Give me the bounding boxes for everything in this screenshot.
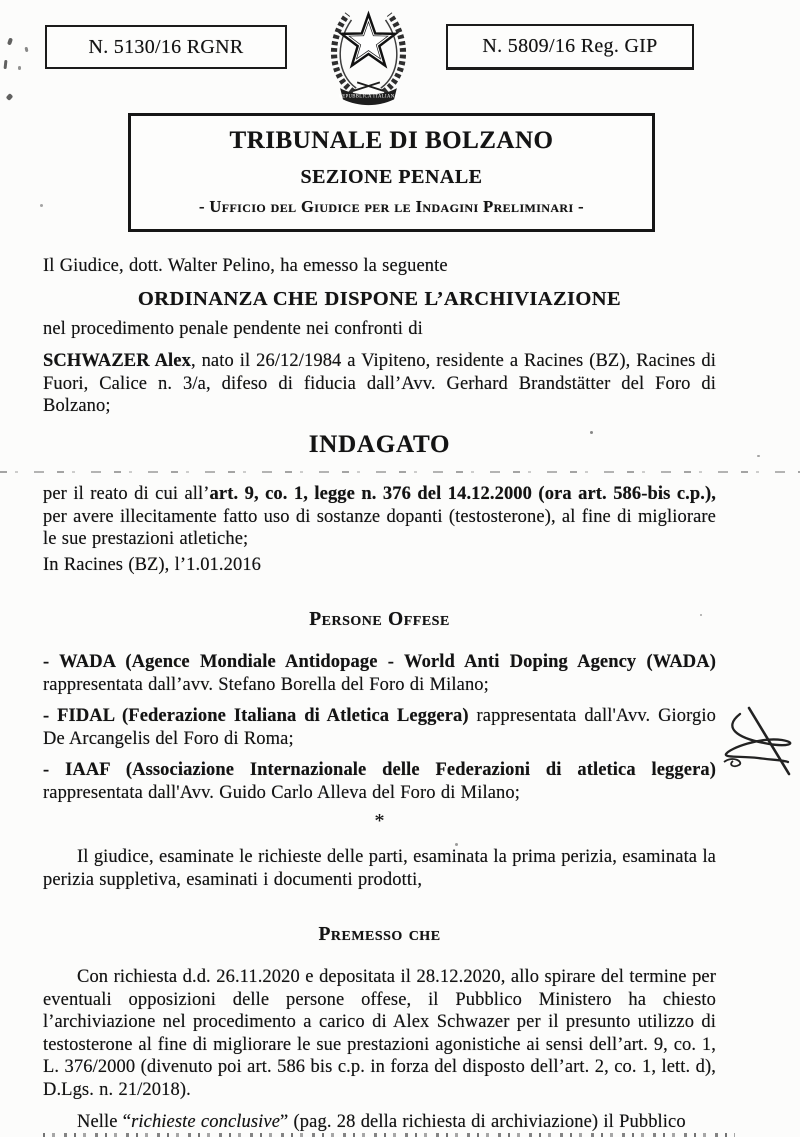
case-number-box-left [45,25,287,69]
case-number-box-right [446,24,694,70]
scan-speck [455,843,458,846]
paragraph-request: Con richiesta d.d. 26.11.2020 e depositata il 28.12.2020, allo spirare del termine per eventuali opposizioni delle persone offese, il Pubblico Ministero ha chiesto l’archiviazione nel procedimento a carico di Alex Schwazer per il presunto utilizzo di testosterone al fine di migliorare le sue prestazioni agonistiche ai sensi dell’art. 9, co. 1, L. 376/2000 (divenuto poi art. 586 bis c.p. in forza del disposto dell’art. 2, co. 1, lett. d), D.Lgs. n. 21/2018). [43,967,716,1100]
scan-speck [18,66,21,70]
heading-indagato: INDAGATO [308,431,451,458]
text-run: - WADA (Agence Mondiale Antidopage - World Anti Doping Agency (WADA) [43,652,716,672]
text-run: rappresentata dall'Avv. Guido Carlo Alleva del Foro di Milano; [43,782,520,803]
scan-speck [590,431,593,434]
heading-persone-offese: Persone Offese [309,609,450,630]
case-number-left: N. 5130/16 RGNR [88,35,244,58]
court-office: - Ufficio del Giudice per le Indagini Preliminari - [198,197,584,216]
court-name: TRIBUNALE DI BOLZANO [229,127,554,154]
heading-ordinanza: ORDINANZA CHE DISPONE L’ARCHIVIAZIONE [137,288,622,310]
text-run: rappresentata dall’avv. Stefano Borella del Foro di Milano; [43,674,489,695]
text-run: richieste conclusive [131,1112,281,1132]
scan-artifact-dashed-line [0,471,800,473]
text-run: SCHWAZER Alex [43,351,191,371]
scan-speck [4,60,8,69]
court-header-box [128,113,655,232]
text-run: - FIDAL (Federazione Italiana di Atletica Leggera) [43,706,469,726]
paragraph-wada [43,651,716,696]
text-run: - IAAF (Associazione Internazionale delle Federazioni di atletica leggera) [43,760,716,780]
scan-speck [40,204,43,207]
scan-speck [6,93,14,101]
republic-emblem-icon [321,1,416,107]
scan-speck [700,614,702,616]
case-number-right: N. 5809/16 Reg. GIP [482,35,658,57]
paragraph-proceeding: nel procedimento penale pendente nei confronti di [43,319,423,339]
paragraph-charge [43,483,716,551]
text-run: per avere illecitamente fatto uso di sostanze dopanti (testosterone), al fine di migliorare le sue prestazioni atletiche; [43,506,716,549]
paragraph-fidal [43,705,716,750]
scan-speck [757,455,760,457]
paragraph-judge-intro: Il Giudice, dott. Walter Pelino, ha emesso la seguente [43,256,448,276]
text-run: ” (pag. 28 della richiesta di archiviazione) il Pubblico [280,1112,686,1132]
text-run: art. 9, co. 1, legge n. 376 del 14.12.2000 (ora art. 586-bis c.p.), [209,484,716,504]
text-run: Nelle “ [77,1112,132,1132]
heading-premesso-che: Premesso che [318,924,441,945]
pen-squiggle-mark [710,692,800,776]
text-run: , nato il 26/12/1984 a Vipiteno, residente a Racines (BZ), Racines di Fuori, Calice n. 3/a, difeso di fiducia dall’Avv. Gerhard Brandstätter del Foro di Bolzano; [43,351,716,416]
paragraph-judge-examined: Il giudice, esaminate le richieste delle parti, esaminata la prima perizia, esaminata la perizia suppletiva, esaminati i documenti prodotti, [43,847,716,890]
text-run: per il reato di cui all’ [43,484,210,504]
asterisk-separator: * [374,810,385,832]
court-section: SEZIONE PENALE [300,166,483,188]
scan-artifact-clipped-line [43,1133,735,1137]
emblem-banner-text: REPUBBLICA ITALIANA [338,94,399,100]
scan-speck [25,47,29,53]
scan-speck [7,38,13,46]
paragraph-iaaf [43,759,716,804]
paragraph-place-date: In Racines (BZ), l’1.01.2016 [43,555,262,575]
text-run: rappresentata dall'Avv. Giorgio De Arcangelis del Foro di Roma; [43,706,716,749]
paragraph-conclusive [43,1111,716,1134]
paragraph-defendant [43,350,716,418]
